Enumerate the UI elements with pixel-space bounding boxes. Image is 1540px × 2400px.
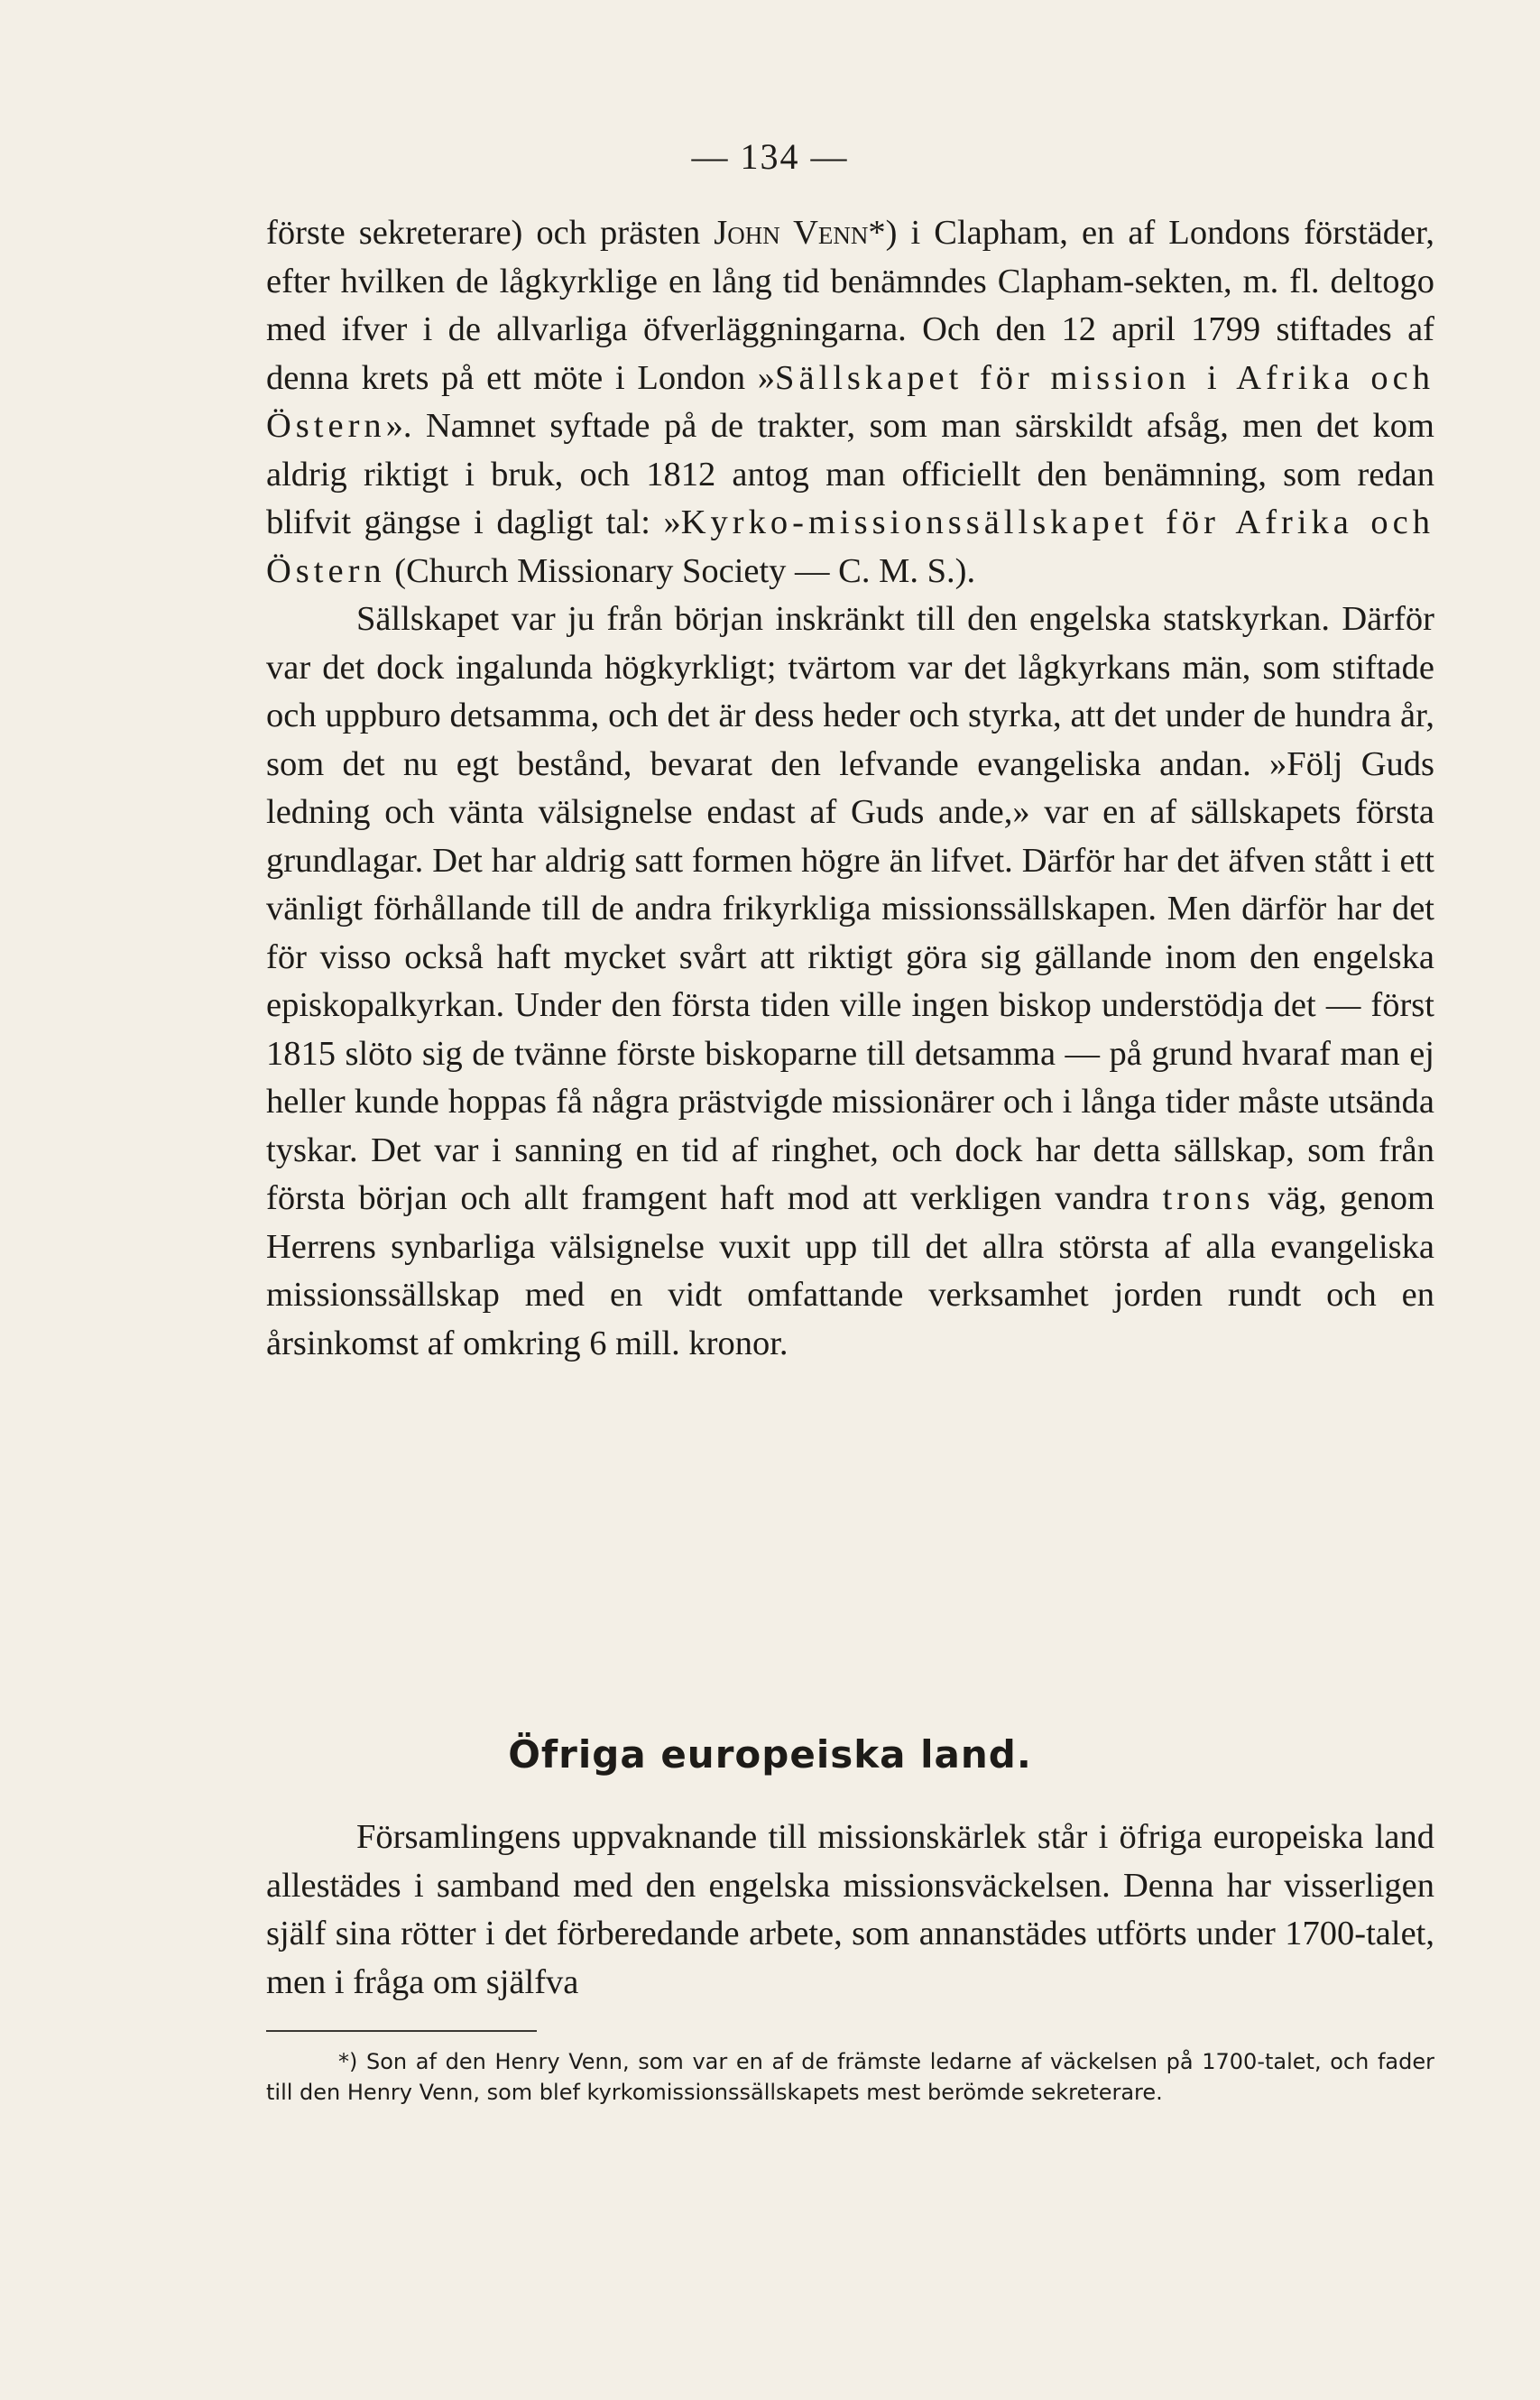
person-name: John Venn [714,214,869,252]
paragraph-2-part-1: Sällskapet var ju från början inskränkt till den engelska statskyrkan. Därför var det dock ingalunda högkyrkligt; tvärtom var det lågkyrkans män, som stiftade och uppburo detsamma, och det är dess heder och styrka, att det under de hundra år, som det nu egt bestånd, bevarat den lefvande evangeliska andan. »Följ Guds ledning och vänta välsignelse endast af Guds ande,» var en af sällskapets första grundlagar. Det har aldrig satt formen högre än lifvet. Därför har det äfven stått i ett vänligt förhållande till de andra frikyrkliga missionssällskapen. Men därför har det för visso också haft mycket svårt att riktigt göra sig gällande inom den engelska episkopalkyrkan. Under den första tiden ville ingen biskop understödja det — först 1815 slöto sig de tvänne förste biskoparne till detsamma — på grund hvaraf man ej heller kunde hoppas få några prästvigde missionärer och i långa tider måste utsända tyskar. Det var i sanning en tid af ringhet, och dock har detta sällskap, som från första början och allt framgent haft mod att verkligen vandra [266,600,1434,1217]
section-paragraph-1: Församlingens uppvaknande till missionskärlek står i öfriga europeiska land allestädes i samband med den engelska missionsväckelsen. Denna har visserligen själf sina rötter i det förberedande arbete, som annanstädes utförts under 1700-talet, men i fråga om själfva [266,1818,1434,2001]
page-number: — 134 — [691,136,849,177]
society-name-original: Sällskapet för mission i Afrika och Östern [266,358,1435,445]
footnote: *) Son af den Henry Venn, som var en af de främste ledarne af väckelsen på 1700-talet, och fader till den Henry Venn, som blef kyrkomissionssällskapets mest berömde sekreterare. [266,2049,1434,2105]
main-text [266,209,1434,1368]
paragraph-2 [266,595,1434,1368]
paragraph-1-part-3: ». Namnet syftade på de trakter, som man särskildt afsåg, men det kom aldrig riktigt i bruk, och 1812 antog man officiellt den benämning, som redan blifvit gängse i dagligt tal: » [266,407,1434,541]
paragraph-1-part-2: *) i Clapham, en af Londons förstäder, efter hvilken de lågkyrklige en lång tid benämndes Clapham-sekten, m. fl. deltogo med ifver i de allvarliga öfverläggningarna. Och den 12 april 1799 stiftades af denna krets på ett möte i London » [266,214,1435,397]
paragraph-1-part-4: (Church Missionary Society — C. M. S.). [385,551,976,590]
footnote-divider [266,2030,537,2032]
society-name-official: Kyrko-missionssällskapet för Afrika och Östern [266,503,1434,590]
paragraph-2-part-2: väg, genom Herrens synbarliga välsignelse vuxit upp till det allra största af alla evangeliska missionssällskap med en vidt omfattande verksamhet jorden rundt och en årsinkomst af omkring 6 mill. kronor. [266,1179,1434,1362]
section-heading: Öfriga europeiska land. [508,1732,1032,1777]
section-text [266,1814,1434,2007]
paragraph-1 [266,209,1434,595]
emphasis-word: trons [1162,1179,1255,1217]
paragraph-1-part-1: förste sekreterare) och prästen [266,214,715,252]
